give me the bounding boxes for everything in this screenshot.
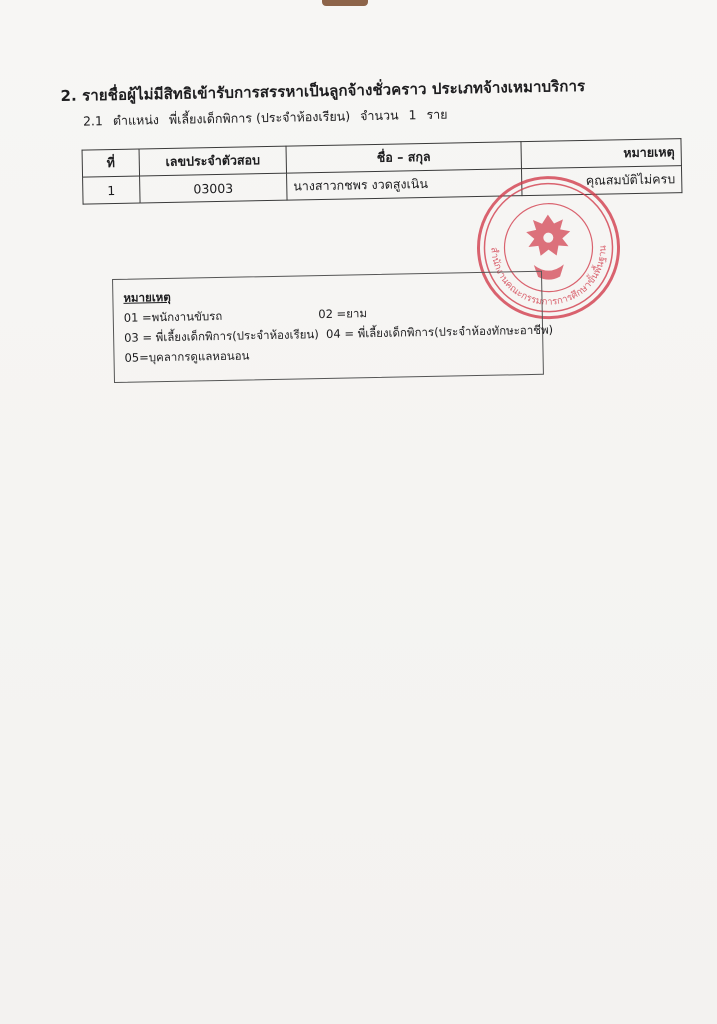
notes-heading: หมายเหตุ xyxy=(123,289,171,305)
header-no: ที่ xyxy=(82,149,140,177)
note-code-01: 01 =พนักงานขับรถ xyxy=(123,308,223,325)
note-code-04: 04 = พี่เลี้ยงเด็กพิการ(ประจำห้องทักษะอาชีพ) xyxy=(325,322,554,341)
document-content xyxy=(60,58,700,365)
position-line xyxy=(83,104,454,131)
header-remark: หมายเหตุ xyxy=(521,139,681,169)
note-code-03: 03 = พี่เลี้ยงเด็กพิการ(ประจำห้องเรียน) xyxy=(124,327,319,345)
cell-no: 1 xyxy=(83,176,141,204)
position-label: ตำแหน่ง xyxy=(112,112,160,128)
header-name: ชื่อ – สกุล xyxy=(286,142,521,174)
count-unit: ราย xyxy=(426,106,448,122)
seal-text: สำนักงานคณะกรรมการการศึกษาขั้นพื้นฐาน xyxy=(488,245,609,308)
cell-exam-id: 03003 xyxy=(140,173,287,203)
notes-box xyxy=(112,271,554,383)
header-exam-id: เลขประจำตัวสอบ xyxy=(139,146,286,176)
count-value: 1 xyxy=(408,107,417,123)
section-heading: 2. รายชื่อผู้ไม่มีสิทธิเข้ารับการสรรหาเป็นลูกจ้างชั่วคราว ประเภทจ้างเหมาบริการ xyxy=(60,76,586,105)
cell-remark: คุณสมบัติไม่ครบ xyxy=(521,166,681,196)
position-name: พี่เลี้ยงเด็กพิการ (ประจำห้องเรียน) xyxy=(168,108,351,127)
cell-name: นางสาวกชพร งวดสูงเนิน xyxy=(287,169,522,201)
binder-clip-mark xyxy=(322,0,368,6)
note-code-05: 05=บุคลากรดูแลหอนอน xyxy=(124,348,250,365)
note-code-02: 02 =ยาม xyxy=(318,306,368,322)
count-label: จำนวน xyxy=(359,107,399,124)
position-number: 2.1 xyxy=(82,113,104,129)
